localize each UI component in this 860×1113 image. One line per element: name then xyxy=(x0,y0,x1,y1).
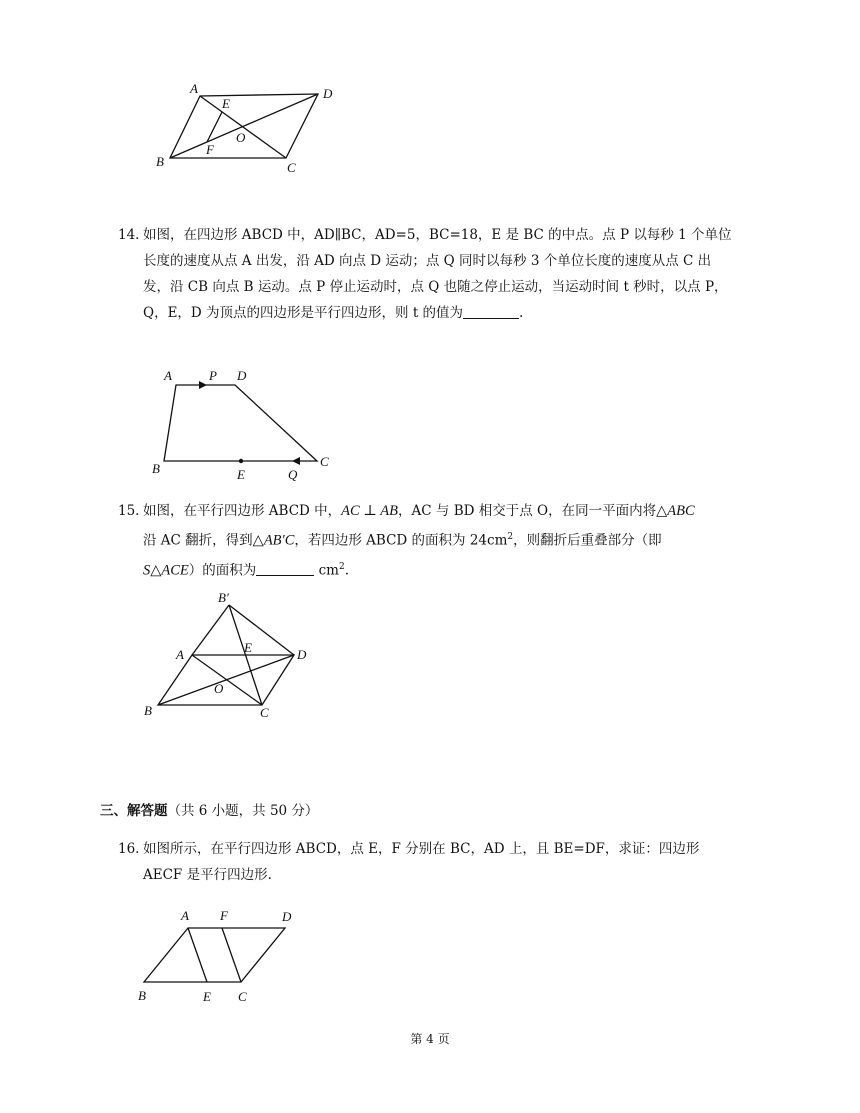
question-16 xyxy=(118,836,778,888)
q16-number: 16. xyxy=(118,841,140,857)
segment-ef xyxy=(207,112,222,142)
label-a: A xyxy=(176,647,184,662)
label-c: C xyxy=(287,160,296,175)
q15-math-triangle-abc: △ABC xyxy=(656,503,695,519)
figure-q15 xyxy=(140,585,340,725)
q14-period: . xyxy=(519,305,524,321)
section-title: 三、解答题 xyxy=(100,803,168,819)
question-14 xyxy=(118,222,778,326)
point-e xyxy=(239,459,243,463)
segment-fc xyxy=(222,928,241,982)
label-a: A xyxy=(164,368,172,383)
q16-text-1: 如图所示，在平行四边形 ABCD，点 E，F 分别在 BC，AD 上，且 BE=DF，求证：四边形 xyxy=(143,841,700,857)
q16-line-1 xyxy=(118,836,778,862)
q15-math-area: S△ACE xyxy=(143,562,189,578)
q15-text-2a: 沿 AC 翻折，得到 xyxy=(143,532,253,549)
segment-ab-prime xyxy=(192,605,229,655)
label-f: F xyxy=(220,908,228,923)
q14-line-3: 发，沿 CB 向点 B 运动。点 P 停止运动时，点 Q 也随之停止运动，当运动时间 t 秒时，以点 P， xyxy=(143,279,728,295)
q14-line-4 xyxy=(118,300,778,326)
figure-q14 xyxy=(145,365,345,485)
segment-ae xyxy=(188,928,207,982)
q15-math-triangle-abpc: △AB′C xyxy=(252,532,295,549)
label-b: B xyxy=(152,461,160,476)
q15-text-1b: ，AC 与 BD 相交于点 O，在同一平面内将 xyxy=(398,503,657,519)
q14-line-2: 长度的速度从点 A 出发，沿 AD 向点 D 运动；点 Q 同时以每秒 3 个单位长度的速度从点 C 出 xyxy=(143,253,712,269)
q15-math-perpendicular: AC ⊥ AB xyxy=(341,503,399,519)
q14-line-1 xyxy=(118,222,778,248)
label-d: D xyxy=(297,647,307,662)
label-a: A xyxy=(181,908,189,923)
figure-q16 xyxy=(135,905,335,1005)
q14-number: 14. xyxy=(118,227,140,243)
label-b-prime: B′ xyxy=(218,590,229,605)
figure-q15-svg xyxy=(140,585,340,725)
diagonal-bd xyxy=(170,94,318,158)
trapezoid-abcd xyxy=(164,385,317,461)
q15-line-3 xyxy=(118,554,778,584)
q15-sup-3: 2 xyxy=(338,561,345,572)
figure-q16-svg xyxy=(135,905,335,1005)
q15-sup-2: 2 xyxy=(507,532,514,542)
q15-text-1a: 如图，在平行四边形 ABCD 中， xyxy=(143,503,342,519)
label-d: D xyxy=(282,909,292,924)
label-e: E xyxy=(244,640,252,655)
q15-line-2 xyxy=(118,524,778,554)
q14-text-1: 如图，在四边形 ABCD 中，AD∥BC，AD=5，BC=18，E 是 BC 的中点。点 P 以每秒 1 个单位 xyxy=(143,227,732,243)
q14-text-4: Q，E，D 为顶点的四边形是平行四边形，则 t 的值为 xyxy=(143,305,464,321)
label-e: E xyxy=(222,96,230,111)
label-b: B xyxy=(138,988,146,1003)
q15-text-3b: cm xyxy=(318,562,339,578)
label-e: E xyxy=(237,467,245,482)
label-d: D xyxy=(237,368,247,383)
label-c: C xyxy=(238,989,247,1004)
figure-q14-svg xyxy=(145,365,345,485)
q15-number: 15. xyxy=(118,503,140,519)
label-e: E xyxy=(203,989,211,1004)
q15-text-2b: ，若四边形 ABCD 的面积为 24cm xyxy=(294,532,508,549)
page-number: 第 4 页 xyxy=(410,1032,450,1046)
label-c: C xyxy=(320,454,329,469)
label-b: B xyxy=(156,154,164,169)
diagonal-bd xyxy=(158,655,294,705)
q15-line-1 xyxy=(118,498,778,524)
arrow-p-icon xyxy=(199,381,207,389)
q14-answer-blank[interactable] xyxy=(463,304,519,319)
arrow-q-icon xyxy=(292,457,300,465)
q15-text-3a: ）的面积为 xyxy=(188,562,257,578)
q15-period: . xyxy=(344,562,349,578)
label-q: Q xyxy=(288,467,298,482)
label-a: A xyxy=(190,81,198,96)
figure-q13-svg xyxy=(150,80,350,180)
section-header xyxy=(100,800,318,822)
label-c: C xyxy=(260,705,269,720)
q16-line-2: AECF 是平行四边形. xyxy=(143,867,272,883)
q15-text-2c: ，则翻折后重叠部分（即 xyxy=(513,532,662,549)
parallelogram-abcd xyxy=(144,928,285,982)
label-o: O xyxy=(214,681,224,696)
figure-q13 xyxy=(150,80,350,180)
q15-answer-blank[interactable] xyxy=(256,561,314,576)
question-15 xyxy=(118,498,778,583)
label-f: F xyxy=(206,142,214,157)
section-note: （共 6 小题，共 50 分） xyxy=(167,803,319,819)
segment-b-prime-d xyxy=(229,605,294,655)
label-d: D xyxy=(323,86,333,101)
label-o: O xyxy=(236,130,246,145)
label-b: B xyxy=(144,703,152,718)
label-p: P xyxy=(209,368,217,383)
